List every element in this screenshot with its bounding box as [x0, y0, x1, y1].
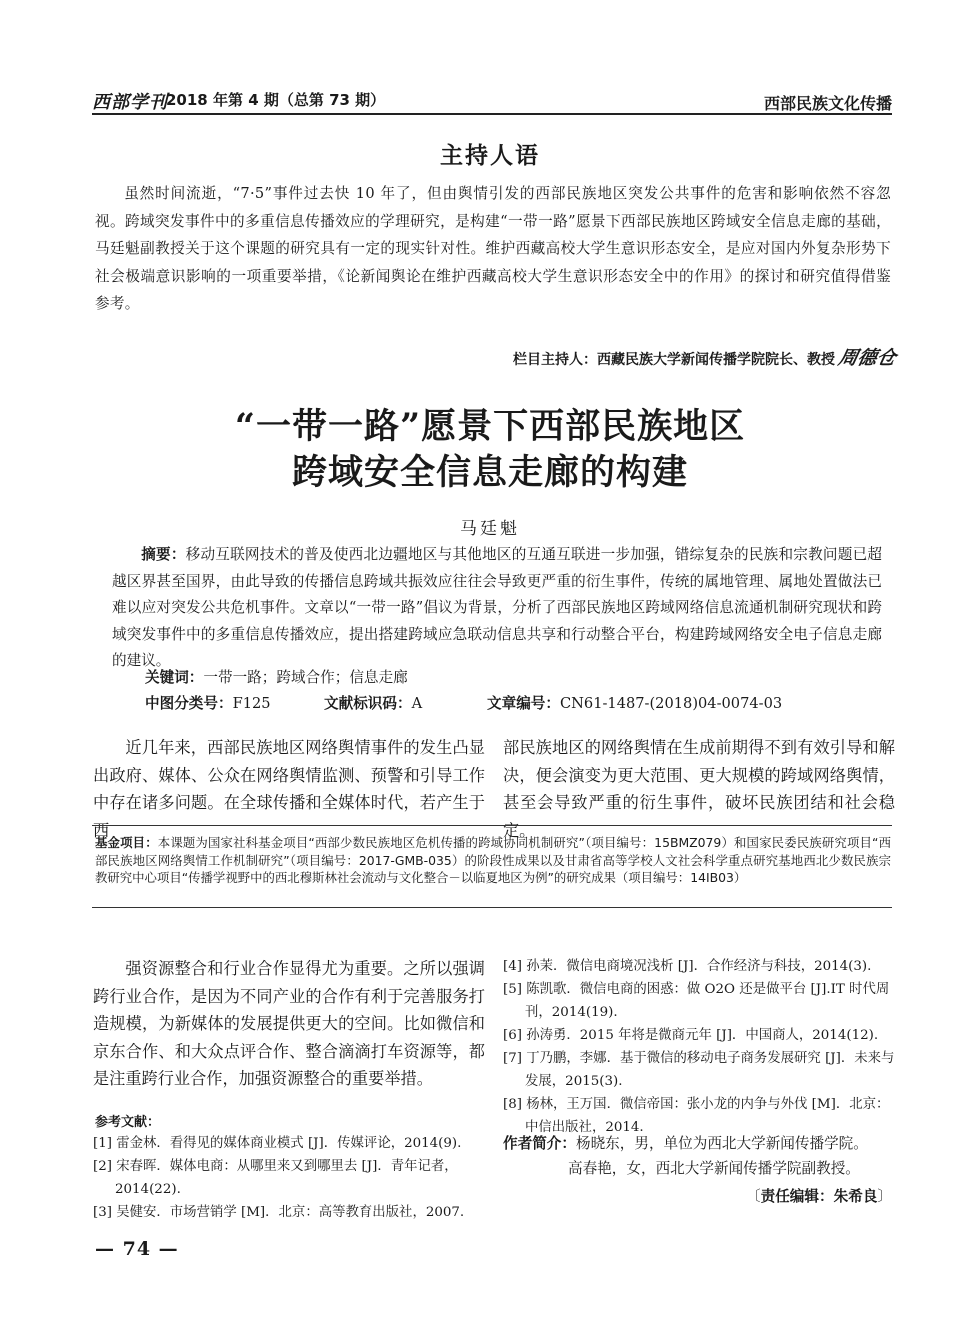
body-text-left: 近几年来，西部民族地区网络舆情事件的发生凸显出政府、媒体、公众在网络舆情监测、预警和引导工作中存在诸多问题。在全球传播和全媒体时代，若产生于西 — [93, 738, 485, 840]
paper-title — [0, 404, 980, 496]
article-number-label: 文章编号： — [487, 695, 560, 712]
host-section-title: 主持人语 — [440, 143, 540, 169]
footnote-rule-top — [92, 825, 892, 826]
keywords — [145, 666, 408, 687]
keywords-value: 一带一路；跨域合作；信息走廊 — [203, 669, 408, 686]
classification-value: F125 — [232, 695, 271, 712]
continuation-text: 强资源整合和行业合作显得尤为重要。之所以强调跨行业合作，是因为不同产业的合作有利于完善服务打造规模，为新媒体的发展提供更大的空间。比如微信和京东合作、和大众点评合作、整合滴滴打车资源等，都是注重跨行业合作，加强资源整合的重要举措。 — [93, 959, 485, 1088]
editor-name: 朱希良 — [833, 1188, 878, 1205]
document-code — [324, 692, 422, 713]
host-note-text: 虽然时间流逝，“7·5”事件过去快 10 年了，但由舆情引发的西部民族地区突发公共事件的危害和影响依然不容忽视。跨域突发事件中的多重信息传播效应的学理研究，是构建“一带一路”愿景下西部民族地区跨域安全信息走廊的基础，马廷魁副教授关于这个课题的研究具有一定的现实针对性。维护西藏高校大学生意识形态安全，是应对国内外复杂形势下社会极端意识影响的一项重要举措，《论新闻舆论在维护西藏高校大学生意识形态安全中的作用》的探讨和研究值得借鉴参考。 — [95, 185, 891, 312]
paper-title-line-1: “一带一路”愿景下西部民族地区 — [234, 406, 746, 447]
page-number: — 74 — — [95, 1238, 179, 1260]
article-number — [487, 692, 782, 713]
header-rule — [92, 113, 892, 115]
document-code-label: 文献标识码： — [324, 695, 412, 712]
reference-item: [5] 陈凯歌．微信电商的困惑：做 O2O 还是做平台 [J].IT 时代周刊，2014(19). — [503, 982, 890, 1020]
abstract — [112, 542, 882, 675]
keywords-label: 关键词： — [145, 669, 204, 686]
reference-item: [7] 丁乃鹏，李娜．基于微信的移动电子商务发展研究 [J]．未来与发展，2015(3). — [503, 1051, 895, 1089]
bio-line-2: 高春艳，女，西北大学新闻传播学院副教授。 — [568, 1160, 860, 1177]
references-left — [93, 1132, 485, 1224]
column-name: 西部民族文化传播 — [763, 94, 892, 113]
footnote-rule-bottom — [92, 907, 892, 908]
references-right — [503, 955, 895, 1139]
paper-title-line-2: 跨域安全信息走廊的构建 — [291, 452, 688, 493]
abstract-label: 摘要： — [141, 546, 186, 563]
classification-number — [145, 692, 271, 713]
reference-item: [6] 孙涛勇．2015 年将是微商元年 [J]．中国商人，2014(12). — [503, 1028, 879, 1043]
fund-text: 本课题为国家社科基金项目“西部少数民族地区危机传播的跨域协同机制研究”（项目编号：15BMZ079）和国家民委民族研究项目“西部民族地区网络舆情工作机制研究”（项目编号：2017-GMB-035）的阶段性成果以及甘肃省高等学校人文社会科学重点研究基地西北少数民族宗教研究中心项目“传播学视野中的西北穆斯林社会流动与文化整合－以临夏地区为例”的研究成果（项目编号：14IB03） — [95, 835, 892, 885]
reference-item: [2] 宋春晖．媒体电商：从哪里来又到哪里去 [J]．青年记者，2014(22). — [93, 1159, 458, 1197]
journal-name: 西部学刊 — [92, 92, 168, 113]
article-number-value: CN61-1487-(2018)04-0074-03 — [559, 695, 783, 712]
responsible-editor: 〔责任编辑：朱希良〕 — [746, 1188, 892, 1205]
reference-item: [8] 杨林，王万国．微信帝国：张小龙的内争与外伐 [M]．北京：中信出版社，2014. — [503, 1097, 890, 1135]
author-bio — [503, 1131, 895, 1181]
fund-label: 基金项目： — [95, 835, 158, 850]
handwritten-signature: 周德仓 — [836, 347, 899, 369]
issue-info: 2018 年第 4 期（总第 73 期） — [166, 91, 386, 109]
editor-label: 责任编辑： — [760, 1188, 834, 1205]
classification-label: 中图分类号： — [145, 695, 233, 712]
reference-item: [1] 雷金林．看得见的媒体商业模式 [J]．传媒评论，2014(9). — [93, 1136, 462, 1151]
abstract-text: 移动互联网技术的普及使西北边疆地区与其他地区的互通互联进一步加强，错综复杂的民族和宗教问题已超越区界甚至国界，由此导致的传播信息跨域共振效应往往会导致更严重的衍生事件，传统的属地管理、属地处置做法已难以应对突发公共危机事件。文章以“一带一路”倡议为背景，分析了西部民族地区跨域网络信息流通机制研究现状和跨域突发事件中的多重信息传播效应，提出搭建跨域应急联动信息共享和行动整合平台，构建跨域网络安全电子信息走廊的建议。 — [112, 546, 882, 669]
signature-label: 栏目主持人：西藏民族大学新闻传播学院院长、教授 — [512, 352, 835, 368]
references-title: 参考文献： — [95, 1115, 161, 1130]
document-code-value: A — [411, 695, 423, 712]
body-text-right: 部民族地区的网络舆情在生成前期得不到有效引导和解决，便会演变为更大范围、更大规模的跨域网络舆情，甚至会导致严重的衍生事件，破坏民族团结和社会稳定。 — [503, 738, 895, 840]
bio-label: 作者简介： — [503, 1135, 576, 1152]
reference-item: [4] 孙茉．微信电商境况浅析 [J]．合作经济与科技，2014(3). — [503, 959, 872, 974]
paper-author: 马廷魁 — [460, 519, 520, 539]
fund-note — [95, 834, 891, 887]
bio-line-1: 杨晓东，男，单位为西北大学新闻传播学院。 — [575, 1135, 868, 1152]
reference-item: [3] 吴健安．市场营销学 [M]．北京：高等教育出版社，2007. — [93, 1205, 465, 1220]
host-signature — [512, 343, 899, 370]
